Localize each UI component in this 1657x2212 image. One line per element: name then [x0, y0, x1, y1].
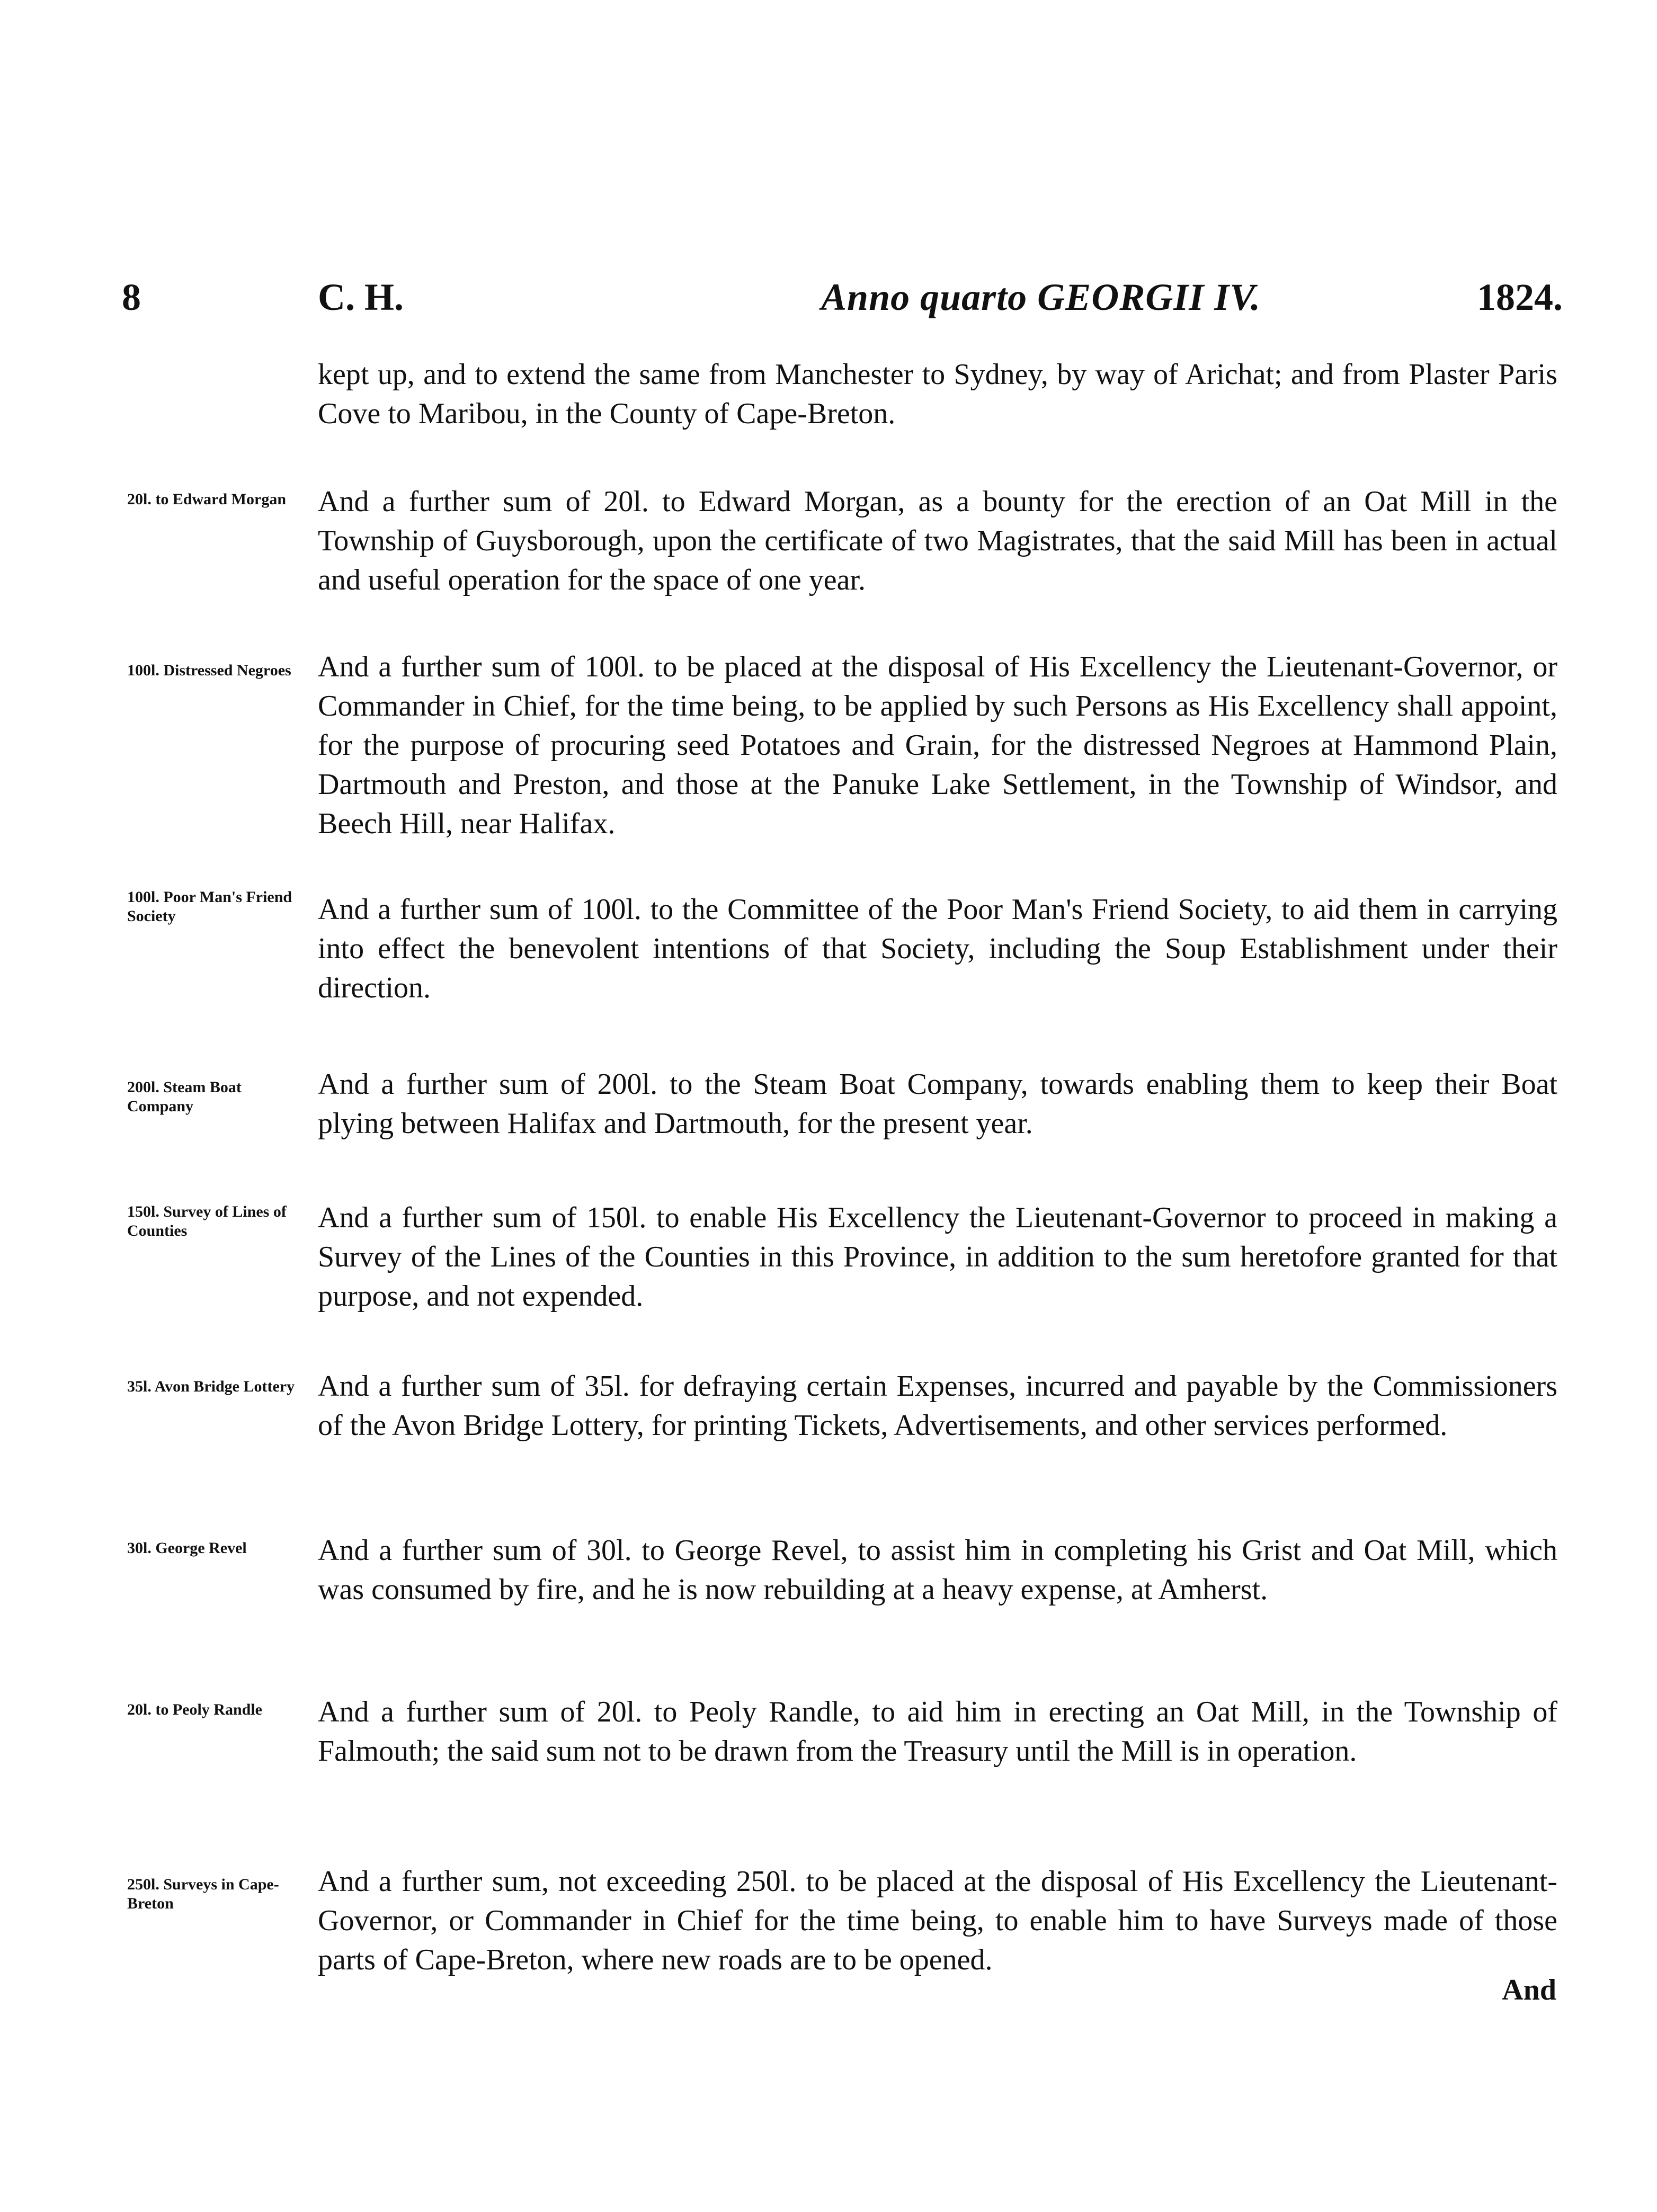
paragraph-george-revel: And a further sum of 30l. to George Revel, to assist him in completing his Grist and Oat Mill, which was consumed by fire, and he is now rebuilding at a heavy expense, at Amherst.: [318, 1534, 1557, 1606]
margin-note-distressed-negroes: 100l. Distressed Negroes: [127, 662, 291, 679]
margin-note-steam-boat: 200l. Steam Boat Company: [127, 1078, 242, 1115]
paragraph-steam-boat: And a further sum of 200l. to the Steam Boat Company, towards enabling them to keep their Boat plying between Halifax and Dartmouth, for the present year.: [318, 1068, 1557, 1140]
margin-note-avon-bridge: 35l. Avon Bridge Lottery: [127, 1378, 295, 1395]
margin-note-edward-morgan: 20l. to Edward Morgan: [127, 490, 286, 508]
continuation-text: kept up, and to extend the same from Manchester to Sydney, by way of Arichat; and from Plaster Paris Cove to Maribou, in the County of Cape-Breton.: [318, 358, 1557, 430]
catchword: And: [1502, 1974, 1556, 2006]
chapter-label: C. H.: [318, 276, 404, 318]
paragraph-edward-morgan: And a further sum of 20l. to Edward Morgan, as a bounty for the erection of an Oat Mill in the Township of Guysborough, upon the certificate of two Magistrates, that the said Mill has been in actual and useful operation for the space of one year.: [318, 485, 1557, 596]
year: 1824.: [1477, 276, 1563, 318]
margin-note-peoly-randle: 20l. to Peoly Randle: [127, 1701, 262, 1718]
page-header: [122, 275, 1563, 334]
paragraph-poor-mans-friend: And a further sum of 100l. to the Committee of the Poor Man's Friend Society, to aid them in carrying into effect the benevolent intentions of that Society, including the Soup Establishment under their direction.: [318, 893, 1557, 1004]
paragraph-avon-bridge: And a further sum of 35l. for defraying certain Expenses, incurred and payable by the Commissioners of the Avon Bridge Lottery, for printing Tickets, Advertisements, and other services performed.: [318, 1370, 1557, 1442]
paragraph-peoly-randle: And a further sum of 20l. to Peoly Randle, to aid him in erecting an Oat Mill, in the Township of Falmouth; the said sum not to be drawn from the Treasury until the Mill is in operation.: [318, 1696, 1557, 1768]
margin-note-george-revel: 30l. George Revel: [127, 1539, 247, 1557]
margin-note-survey-lines: 150l. Survey of Lines of Counties: [127, 1203, 287, 1239]
page-number: 8: [122, 276, 141, 318]
running-title: Anno quarto GEORGII IV.: [821, 276, 1261, 318]
margin-note-poor-mans-friend: 100l. Poor Man's Friend Society: [127, 888, 292, 925]
paragraph-cape-breton-surveys: And a further sum, not exceeding 250l. to be placed at the disposal of His Excellency the Lieutenant-Governor, or Commander in Chief for the time being, to enable him to have Surveys made of those parts of Cape-Breton, where new roads are to be opened.: [318, 1865, 1557, 1976]
margin-note-cape-breton-surveys: 250l. Surveys in Cape-Breton: [127, 1876, 279, 1912]
paragraph-distressed-negroes: And a further sum of 100l. to be placed at the disposal of His Excellency the Lieutenant-Governor, or Commander in Chief, for the time being, to be applied by such Persons as His Excellency shall appoint, for the purpose of procuring seed Potatoes and Grain, for the distressed Negroes at Hammond Plain, Dartmouth and Preston, and those at the Panuke Lake Settlement, in the Township of Windsor, and Beech Hill, near Halifax.: [318, 650, 1557, 840]
paragraph-survey-lines: And a further sum of 150l. to enable His Excellency the Lieutenant-Governor to proceed in making a Survey of the Lines of the Counties in this Province, in addition to the sum heretofore granted for that purpose, and not expended.: [318, 1201, 1557, 1313]
